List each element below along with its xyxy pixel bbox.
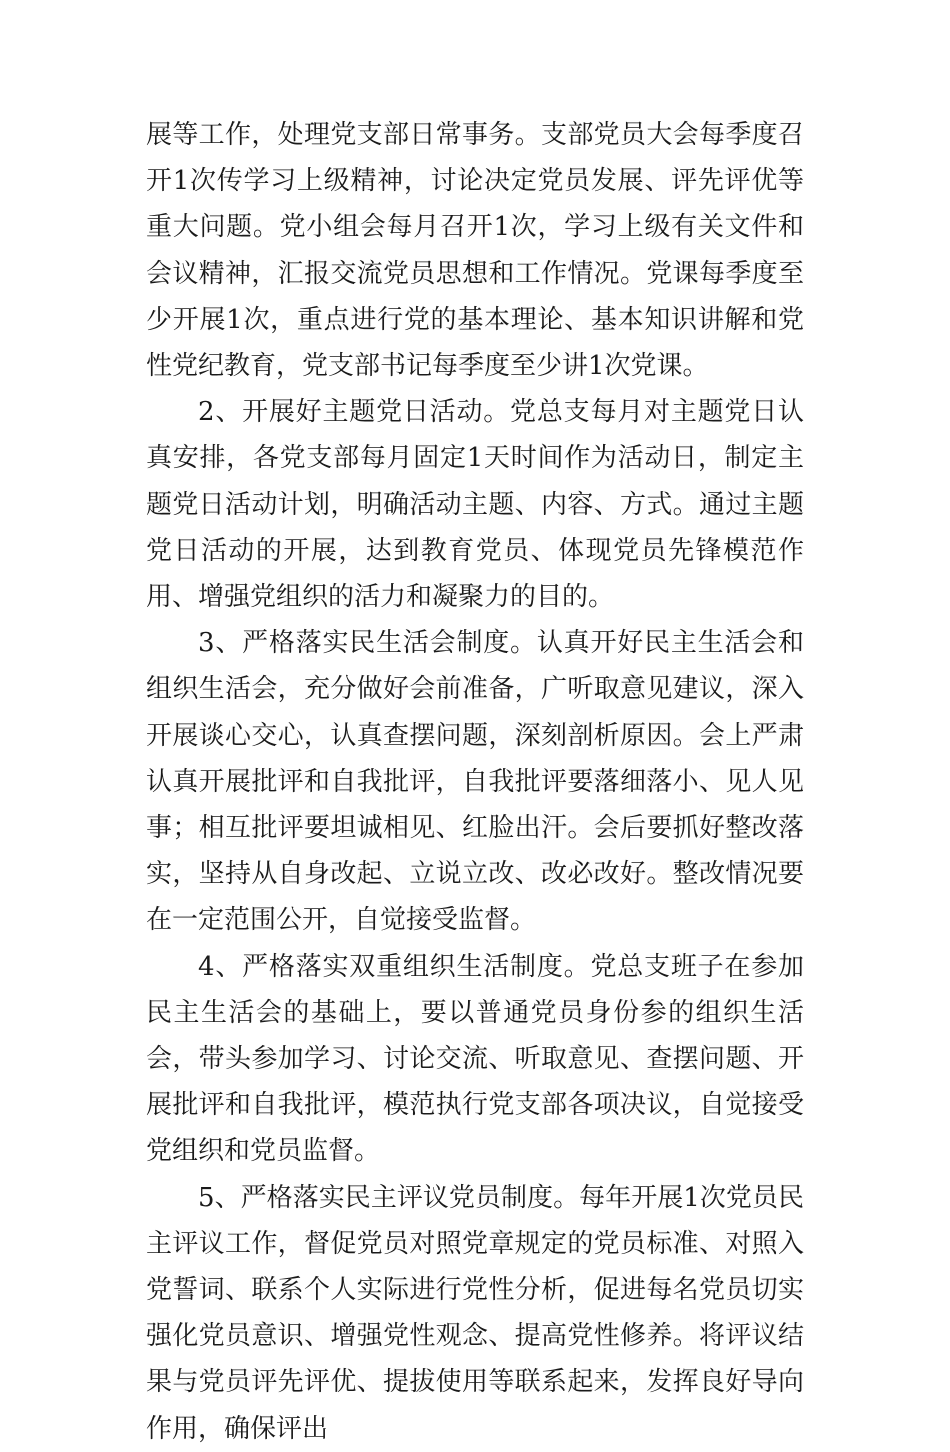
paragraph-item-3: 3、严格落实民生活会制度。认真开好民主生活会和组织生活会，充分做好会前准备，广听取意见建议，深入开展谈心交心，认真查摆问题，深刻剖析原因。会上严肃认真开展批评和自我批评，自我批评要落细落小、见人见事；相互批评要坦诚相见、红脸出汗。会后要抓好整改落实，坚持从自身改起、立说立改、改必改好。整改情况要在一定范围公开，自觉接受监督。 xyxy=(146,628,804,936)
paragraph-item-4: 4、严格落实双重组织生活制度。党总支班子在参加民主生活会的基础上，要以普通党员身份参的组织生活会，带头参加学习、讨论交流、听取意见、查摆问题、开展批评和自我批评，模范执行党支部各项决议，自觉接受党组织和党员监督。 xyxy=(146,951,804,1167)
document-body xyxy=(146,112,804,1452)
paragraph-continued: 展等工作，处理党支部日常事务。支部党员大会每季度召开1次传学习上级精神，讨论决定党员发展、评先评优等重大问题。党小组会每月召开1次，学习上级有关文件和会议精神，汇报交流党员思想和工作情况。党课每季度至少开展1次，重点进行党的基本理论、基本知识讲解和党性党纪教育，党支部书记每季度至少讲1次党课。 xyxy=(146,120,804,382)
paragraph-item-2: 2、开展好主题党日活动。党总支每月对主题党日认真安排，各党支部每月固定1天时间作为活动日，制定主题党日活动计划，明确活动主题、内容、方式。通过主题党日活动的开展，达到教育党员、体现党员先锋模范作用、增强党组织的活力和凝聚力的目的。 xyxy=(146,397,804,613)
paragraph-item-5: 5、严格落实民主评议党员制度。每年开展1次党员民主评议工作，督促党员对照党章规定的党员标准、对照入党誓词、联系个人实际进行党性分析，促进每名党员切实强化党员意识、增强党性观念、提高党性修养。将评议结果与党员评先评优、提拔使用等联系起来，发挥良好导向作用，确保评出 xyxy=(146,1182,804,1444)
